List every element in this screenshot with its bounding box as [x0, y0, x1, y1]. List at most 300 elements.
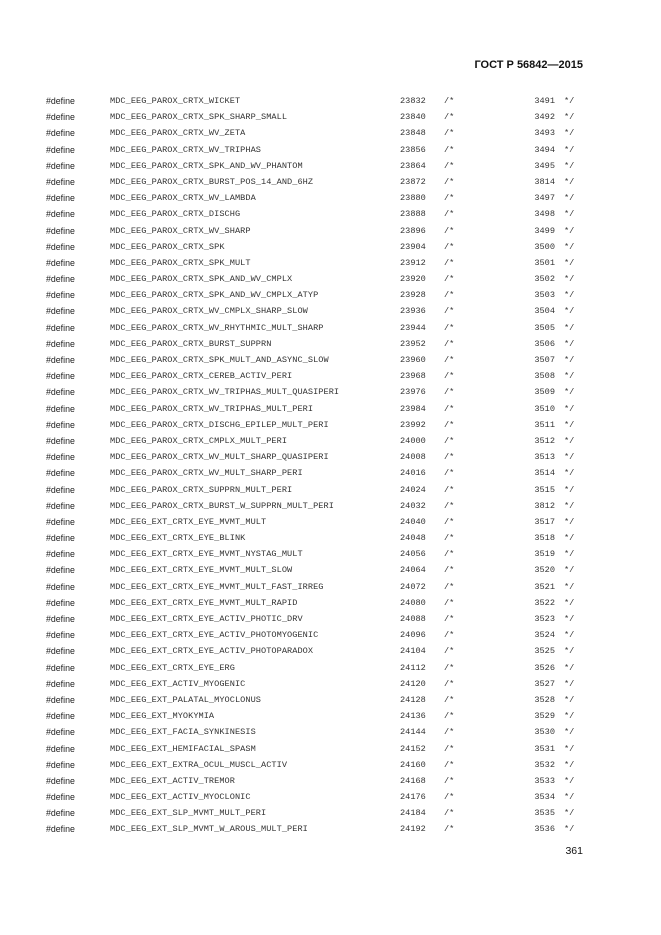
comment-number: 3497 [534, 193, 555, 204]
define-row [46, 580, 586, 596]
comment-number: 3533 [534, 775, 555, 786]
constant-name: MDC_EEG_EXT_MYOKYMIA [110, 711, 215, 722]
define-row [46, 822, 586, 838]
comment-number: 3498 [534, 209, 555, 220]
comment-close: */ [564, 112, 575, 123]
comment-number: 3812 [534, 500, 555, 511]
comment-close: */ [564, 759, 575, 770]
comment-close: */ [564, 516, 575, 527]
comment-number: 3532 [534, 759, 555, 770]
comment-open: /* [444, 290, 455, 301]
comment-number: 3511 [534, 419, 555, 430]
define-keyword: #define [46, 516, 75, 527]
comment-close: */ [564, 176, 575, 187]
constant-code: 24104 [400, 646, 426, 657]
define-row [46, 596, 586, 612]
constant-code: 24168 [400, 775, 426, 786]
define-keyword: #define [46, 209, 75, 220]
comment-open: /* [444, 581, 455, 592]
constant-name: MDC_EEG_PAROX_CRTX_DISCHG_EPILEP_MULT_PERI [110, 419, 329, 430]
comment-close: */ [564, 371, 575, 382]
comment-number: 3502 [534, 274, 555, 285]
comment-number: 3495 [534, 160, 555, 171]
constant-code: 23904 [400, 241, 426, 252]
constant-name: MDC_EEG_EXT_CRTX_EYE_MVMT_MULT_FAST_IRREG [110, 581, 324, 592]
constant-name: MDC_EEG_PAROX_CRTX_CEREB_ACTIV_PERI [110, 371, 293, 382]
constant-name: MDC_EEG_PAROX_CRTX_DISCHG [110, 209, 241, 220]
constant-name: MDC_EEG_PAROX_CRTX_SPK [110, 241, 225, 252]
comment-open: /* [444, 727, 455, 738]
define-keyword: #define [46, 614, 75, 624]
define-row [46, 272, 586, 288]
define-row [46, 483, 586, 499]
define-keyword: #define [46, 387, 75, 398]
comment-close: */ [564, 387, 575, 398]
constant-code: 24120 [400, 678, 426, 689]
constant-code: 24048 [400, 533, 426, 544]
comment-number: 3523 [534, 614, 555, 624]
comment-number: 3514 [534, 468, 555, 479]
constant-name: MDC_EEG_EXT_CRTX_EYE_MVMT_MULT_SLOW [110, 565, 293, 576]
comment-number: 3504 [534, 306, 555, 317]
define-row [46, 143, 586, 159]
comment-number: 3501 [534, 257, 555, 268]
define-row [46, 402, 586, 418]
constant-name: MDC_EEG_EXT_ACTIV_MYOCLONIC [110, 792, 251, 803]
comment-open: /* [444, 694, 455, 705]
define-keyword: #define [46, 403, 75, 414]
constant-name: MDC_EEG_EXT_SLP_MVMT_MULT_PERI [110, 808, 267, 819]
comment-open: /* [444, 711, 455, 722]
define-keyword: #define [46, 435, 75, 446]
define-row [46, 337, 586, 353]
document-header: ГОСТ Р 56842—2015 [474, 59, 583, 71]
comment-open: /* [444, 306, 455, 317]
comment-open: /* [444, 792, 455, 803]
constant-code: 23888 [400, 209, 426, 220]
constant-name: MDC_EEG_PAROX_CRTX_BURST_W_SUPPRN_MULT_PERI [110, 500, 334, 511]
comment-number: 3530 [534, 727, 555, 738]
comment-open: /* [444, 468, 455, 479]
comment-open: /* [444, 808, 455, 819]
comment-number: 3528 [534, 694, 555, 705]
define-keyword: #define [46, 419, 75, 430]
define-keyword: #define [46, 274, 75, 285]
comment-open: /* [444, 209, 455, 220]
define-row [46, 288, 586, 304]
define-keyword: #define [46, 160, 75, 171]
define-row [46, 126, 586, 142]
define-row [46, 207, 586, 223]
comment-close: */ [564, 355, 575, 365]
define-row [46, 742, 586, 758]
constant-name: MDC_EEG_PAROX_CRTX_BURST_SUPPRN [110, 338, 272, 349]
comment-number: 3529 [534, 711, 555, 722]
constant-code: 24056 [400, 549, 426, 560]
define-row [46, 110, 586, 126]
define-row [46, 94, 586, 110]
constant-code: 23952 [400, 338, 426, 349]
constant-code: 24112 [400, 662, 426, 673]
comment-close: */ [564, 711, 575, 722]
define-row [46, 515, 586, 531]
comment-open: /* [444, 193, 455, 204]
comment-open: /* [444, 176, 455, 187]
define-row [46, 774, 586, 790]
comment-number: 3535 [534, 808, 555, 819]
comment-number: 3515 [534, 484, 555, 495]
define-row [46, 547, 586, 563]
define-keyword: #define [46, 678, 75, 689]
constant-name: MDC_EEG_PAROX_CRTX_WV_ZETA [110, 128, 246, 139]
define-keyword: #define [46, 322, 75, 333]
comment-close: */ [564, 662, 575, 673]
constant-code: 23896 [400, 225, 426, 236]
define-keyword: #define [46, 630, 75, 641]
constant-code: 24160 [400, 759, 426, 770]
constant-code: 23936 [400, 306, 426, 317]
constant-name: MDC_EEG_PAROX_CRTX_WV_RHYTHMIC_MULT_SHARP [110, 322, 324, 333]
comment-open: /* [444, 452, 455, 463]
comment-number: 3522 [534, 597, 555, 608]
define-keyword: #define [46, 484, 75, 495]
constant-code: 23840 [400, 112, 426, 123]
comment-number: 3513 [534, 452, 555, 463]
constant-code: 24032 [400, 500, 426, 511]
define-row [46, 191, 586, 207]
comment-close: */ [564, 808, 575, 819]
constant-name: MDC_EEG_PAROX_CRTX_WV_TRIPHAS_MULT_QUASIPERI [110, 387, 340, 398]
constant-code: 24184 [400, 808, 426, 819]
comment-open: /* [444, 759, 455, 770]
comment-close: */ [564, 403, 575, 414]
constant-code: 23944 [400, 322, 426, 333]
constant-code: 23848 [400, 128, 426, 139]
comment-open: /* [444, 128, 455, 139]
comment-number: 3520 [534, 565, 555, 576]
constant-name: MDC_EEG_EXT_ACTIV_TREMOR [110, 775, 235, 786]
comment-close: */ [564, 468, 575, 479]
comment-open: /* [444, 338, 455, 349]
constant-name: MDC_EEG_EXT_PALATAL_MYOCLONUS [110, 694, 262, 705]
define-row [46, 661, 586, 677]
comment-number: 3524 [534, 630, 555, 641]
comment-close: */ [564, 484, 575, 495]
define-keyword: #define [46, 565, 75, 576]
comment-close: */ [564, 824, 575, 835]
constant-code: 24176 [400, 792, 426, 803]
comment-number: 3525 [534, 646, 555, 657]
comment-number: 3518 [534, 533, 555, 544]
comment-open: /* [444, 678, 455, 689]
define-row [46, 418, 586, 434]
define-keyword: #define [46, 662, 75, 673]
comment-open: /* [444, 662, 455, 673]
comment-close: */ [564, 338, 575, 349]
constant-name: MDC_EEG_PAROX_CRTX_WV_TRIPHAS_MULT_PERI [110, 403, 314, 414]
define-keyword: #define [46, 549, 75, 560]
define-row [46, 499, 586, 515]
comment-open: /* [444, 484, 455, 495]
define-keyword: #define [46, 176, 75, 187]
define-keyword: #define [46, 468, 75, 479]
comment-number: 3509 [534, 387, 555, 398]
define-keyword: #define [46, 711, 75, 722]
constant-name: MDC_EEG_EXT_ACTIV_MYOGENIC [110, 678, 246, 689]
define-keyword: #define [46, 290, 75, 301]
comment-close: */ [564, 614, 575, 624]
comment-open: /* [444, 630, 455, 641]
comment-open: /* [444, 646, 455, 657]
comment-number: 3531 [534, 743, 555, 754]
constant-name: MDC_EEG_PAROX_CRTX_WV_LAMBDA [110, 193, 256, 204]
constant-code: 23832 [400, 96, 426, 106]
comment-number: 3503 [534, 290, 555, 301]
define-keyword: #define [46, 581, 75, 592]
constant-code: 23976 [400, 387, 426, 398]
constant-code: 23984 [400, 403, 426, 414]
constant-name: MDC_EEG_PAROX_CRTX_SPK_AND_WV_CMPLX_ATYP [110, 290, 319, 301]
define-row [46, 677, 586, 693]
define-keyword: #define [46, 533, 75, 544]
comment-close: */ [564, 128, 575, 139]
comment-number: 3526 [534, 662, 555, 673]
constant-name: MDC_EEG_EXT_CRTX_EYE_MVMT_MULT [110, 516, 267, 527]
comment-close: */ [564, 500, 575, 511]
define-row [46, 321, 586, 337]
comment-close: */ [564, 290, 575, 301]
define-keyword: #define [46, 452, 75, 463]
comment-open: /* [444, 614, 455, 624]
define-keyword: #define [46, 371, 75, 382]
define-row [46, 256, 586, 272]
define-keyword: #define [46, 338, 75, 349]
constant-code: 23928 [400, 290, 426, 301]
comment-number: 3492 [534, 112, 555, 123]
define-row [46, 628, 586, 644]
constant-code: 24072 [400, 581, 426, 592]
comment-close: */ [564, 743, 575, 754]
comment-open: /* [444, 144, 455, 155]
comment-number: 3508 [534, 371, 555, 382]
define-keyword: #define [46, 727, 75, 738]
comment-open: /* [444, 419, 455, 430]
comment-open: /* [444, 96, 455, 106]
define-row [46, 353, 586, 369]
comment-close: */ [564, 225, 575, 236]
comment-close: */ [564, 160, 575, 171]
comment-open: /* [444, 775, 455, 786]
define-keyword: #define [46, 792, 75, 803]
constant-name: MDC_EEG_PAROX_CRTX_WV_CMPLX_SHARP_SLOW [110, 306, 308, 317]
define-row [46, 434, 586, 450]
define-row [46, 725, 586, 741]
constant-name: MDC_EEG_EXT_CRTX_EYE_ERG [110, 662, 235, 673]
comment-number: 3536 [534, 824, 555, 835]
comment-number: 3519 [534, 549, 555, 560]
define-keyword: #define [46, 355, 75, 365]
define-keyword: #define [46, 225, 75, 236]
define-keyword: #define [46, 306, 75, 317]
define-row [46, 612, 586, 628]
comment-open: /* [444, 257, 455, 268]
define-row [46, 466, 586, 482]
comment-close: */ [564, 727, 575, 738]
define-keyword: #define [46, 646, 75, 657]
comment-open: /* [444, 500, 455, 511]
define-keyword: #define [46, 597, 75, 608]
constant-name: MDC_EEG_EXT_CRTX_EYE_MVMT_NYSTAG_MULT [110, 549, 303, 560]
comment-open: /* [444, 241, 455, 252]
define-keyword: #define [46, 144, 75, 155]
constant-name: MDC_EEG_PAROX_CRTX_SPK_AND_WV_PHANTOM [110, 160, 303, 171]
define-row [46, 644, 586, 660]
constant-name: MDC_EEG_EXT_SLP_MVMT_W_AROUS_MULT_PERI [110, 824, 308, 835]
define-keyword: #define [46, 775, 75, 786]
constant-code: 23960 [400, 355, 426, 365]
comment-close: */ [564, 274, 575, 285]
constant-name: MDC_EEG_PAROX_CRTX_WV_MULT_SHARP_QUASIPERI [110, 452, 329, 463]
comment-open: /* [444, 274, 455, 285]
comment-close: */ [564, 193, 575, 204]
comment-open: /* [444, 160, 455, 171]
constant-code: 24024 [400, 484, 426, 495]
constant-code: 24096 [400, 630, 426, 641]
constant-name: MDC_EEG_PAROX_CRTX_WICKET [110, 96, 241, 106]
constant-name: MDC_EEG_PAROX_CRTX_SPK_MULT [110, 257, 251, 268]
comment-open: /* [444, 549, 455, 560]
comment-open: /* [444, 112, 455, 123]
constant-name: MDC_EEG_EXT_CRTX_EYE_ACTIV_PHOTOMYOGENIC [110, 630, 319, 641]
define-row [46, 159, 586, 175]
constant-name: MDC_EEG_EXT_CRTX_EYE_ACTIV_PHOTIC_DRV [110, 614, 303, 624]
comment-number: 3491 [534, 96, 555, 106]
define-row [46, 693, 586, 709]
comment-close: */ [564, 549, 575, 560]
constant-code: 24040 [400, 516, 426, 527]
comment-open: /* [444, 597, 455, 608]
define-row [46, 385, 586, 401]
comment-number: 3505 [534, 322, 555, 333]
comment-close: */ [564, 630, 575, 641]
define-row [46, 806, 586, 822]
comment-open: /* [444, 403, 455, 414]
comment-number: 3534 [534, 792, 555, 803]
comment-close: */ [564, 581, 575, 592]
comment-open: /* [444, 516, 455, 527]
comment-number: 3527 [534, 678, 555, 689]
comment-close: */ [564, 792, 575, 803]
comment-open: /* [444, 371, 455, 382]
define-row [46, 369, 586, 385]
constant-name: MDC_EEG_EXT_FACIA_SYNKINESIS [110, 727, 256, 738]
constant-code: 24136 [400, 711, 426, 722]
constant-name: MDC_EEG_PAROX_CRTX_WV_MULT_SHARP_PERI [110, 468, 303, 479]
comment-number: 3506 [534, 338, 555, 349]
comment-close: */ [564, 678, 575, 689]
constant-code: 23968 [400, 371, 426, 382]
constant-code: 24128 [400, 694, 426, 705]
comment-close: */ [564, 775, 575, 786]
constant-code: 24192 [400, 824, 426, 835]
comment-open: /* [444, 355, 455, 365]
comment-number: 3494 [534, 144, 555, 155]
define-keyword: #define [46, 743, 75, 754]
constant-name: MDC_EEG_EXT_EXTRA_OCUL_MUSCL_ACTIV [110, 759, 288, 770]
define-keyword: #define [46, 257, 75, 268]
define-keyword: #define [46, 808, 75, 819]
comment-open: /* [444, 225, 455, 236]
comment-number: 3499 [534, 225, 555, 236]
comment-number: 3507 [534, 355, 555, 365]
define-keyword: #define [46, 241, 75, 252]
constant-name: MDC_EEG_PAROX_CRTX_CMPLX_MULT_PERI [110, 435, 288, 446]
comment-open: /* [444, 533, 455, 544]
comment-open: /* [444, 824, 455, 835]
constant-code: 23872 [400, 176, 426, 187]
constant-name: MDC_EEG_EXT_CRTX_EYE_ACTIV_PHOTOPARADOX [110, 646, 314, 657]
define-keyword: #define [46, 112, 75, 123]
constant-code: 24000 [400, 435, 426, 446]
constant-code: 24080 [400, 597, 426, 608]
define-keyword: #define [46, 824, 75, 835]
comment-number: 3517 [534, 516, 555, 527]
comment-number: 3493 [534, 128, 555, 139]
define-row [46, 758, 586, 774]
comment-open: /* [444, 565, 455, 576]
comment-close: */ [564, 144, 575, 155]
constant-name: MDC_EEG_EXT_CRTX_EYE_BLINK [110, 533, 246, 544]
constant-name: MDC_EEG_PAROX_CRTX_WV_SHARP [110, 225, 251, 236]
constant-code: 23920 [400, 274, 426, 285]
comment-open: /* [444, 435, 455, 446]
define-row [46, 240, 586, 256]
constant-name: MDC_EEG_EXT_HEMIFACIAL_SPASM [110, 743, 256, 754]
comment-number: 3814 [534, 176, 555, 187]
define-keyword: #define [46, 193, 75, 204]
constant-code: 24064 [400, 565, 426, 576]
comment-close: */ [564, 597, 575, 608]
constant-name: MDC_EEG_PAROX_CRTX_SPK_SHARP_SMALL [110, 112, 288, 123]
comment-close: */ [564, 435, 575, 446]
define-keyword: #define [46, 500, 75, 511]
comment-close: */ [564, 241, 575, 252]
comment-close: */ [564, 419, 575, 430]
constant-name: MDC_EEG_PAROX_CRTX_BURST_POS_14_AND_6HZ [110, 176, 314, 187]
constant-name: MDC_EEG_PAROX_CRTX_SPK_AND_WV_CMPLX [110, 274, 293, 285]
define-keyword: #define [46, 128, 75, 139]
constant-code: 23880 [400, 193, 426, 204]
define-list [46, 94, 586, 839]
define-row [46, 224, 586, 240]
constant-name: MDC_EEG_PAROX_CRTX_WV_TRIPHAS [110, 144, 262, 155]
constant-code: 24008 [400, 452, 426, 463]
define-keyword: #define [46, 759, 75, 770]
constant-code: 24152 [400, 743, 426, 754]
define-row [46, 790, 586, 806]
define-row [46, 450, 586, 466]
define-row [46, 175, 586, 191]
constant-name: MDC_EEG_PAROX_CRTX_SUPPRN_MULT_PERI [110, 484, 293, 495]
define-row [46, 304, 586, 320]
comment-number: 3510 [534, 403, 555, 414]
comment-number: 3521 [534, 581, 555, 592]
constant-code: 24016 [400, 468, 426, 479]
comment-close: */ [564, 322, 575, 333]
comment-number: 3500 [534, 241, 555, 252]
page-number: 361 [565, 845, 583, 857]
comment-close: */ [564, 694, 575, 705]
